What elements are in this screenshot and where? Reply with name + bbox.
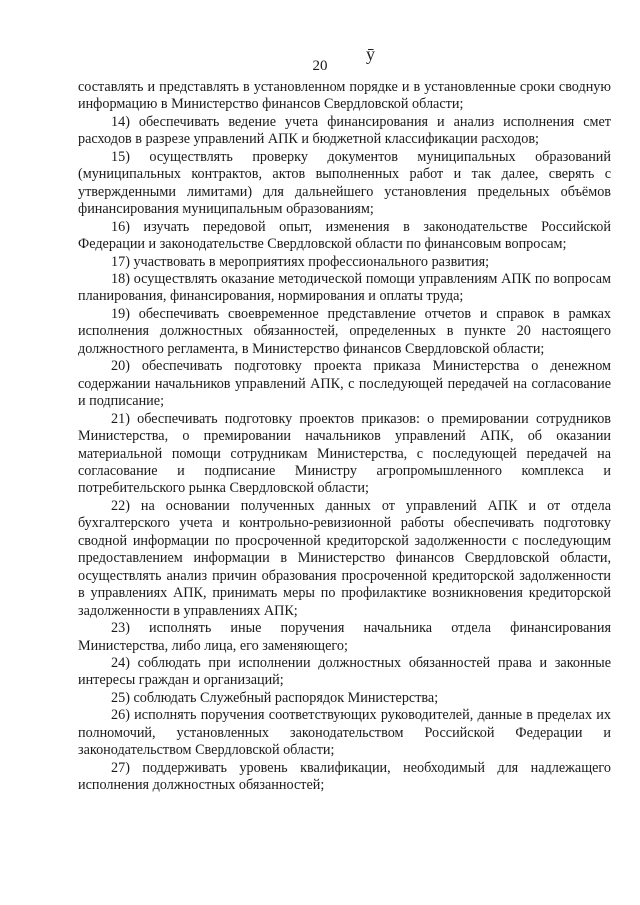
- list-item-27: 27) поддерживать уровень квалификации, необходимый для надлежащего исполнения должностных обязанностей;: [78, 759, 611, 794]
- list-item-18: 18) осуществлять оказание методической помощи управлениям АПК по вопросам планирования, финансирования, нормирования и оплаты труда;: [78, 270, 611, 305]
- list-item-14: 14) обеспечивать ведение учета финансирования и анализ исполнения смет расходов в разрезе управлений АПК и бюджетной классификации расходов;: [78, 113, 611, 148]
- paragraph-continuation: составлять и представлять в установленном порядке и в установленные сроки сводную информацию в Министерство финансов Свердловской области;: [78, 79, 611, 113]
- list-item-15: 15) осуществлять проверку документов муниципальных образований (муниципальных контрактов, актов выполненных работ и так далее, сверять с утвержденными лимитами) для дальнейшего установления предельных объёмов финансирования муниципальным образованиям;: [78, 148, 611, 218]
- list-item-20: 20) обеспечивать подготовку проекта приказа Министерства о денежном содержании начальников управлений АПК, с последующей передачей на согласование и подписание;: [78, 358, 611, 410]
- list-item-23: 23) исполнять иные поручения начальника отдела финансирования Министерства, либо лица, его заменяющего;: [78, 620, 611, 654]
- list-item-22: 22) на основании полученных данных от управлений АПК и от отдела бухгалтерского учета и контрольно-ревизионной работы обеспечивать подготовку сводной информации по просроченной кредиторской задолженности с последующим предоставлением информации в Министерство финансов Свердловской области, осуществлять анализ причин образования просроченной кредиторской задолженности в управлениях АПК, принимать меры по профилактике возникновения кредиторской задолженности в управлениях АПК;: [78, 497, 611, 619]
- list-item-19: 19) обеспечивать своевременное представление отчетов и справок в рамках исполнения должностных обязанностей, определенных в пункте 20 настоящего должностного регламента, в Министерство финансов Свердловской области;: [78, 305, 611, 357]
- page-number: 20: [312, 58, 328, 74]
- duties-list: [78, 79, 611, 795]
- handwritten-margin-mark: ӯ: [366, 44, 375, 64]
- list-item-25: 25) соблюдать Служебный распорядок Министерства;: [111, 689, 439, 706]
- list-item-26: 26) исполнять поручения соответствующих руководителей, данные в пределах их полномочий, установленных законодательством Российской Федерации и законодательством Свердловской области;: [78, 707, 611, 759]
- list-item-16: 16) изучать передовой опыт, изменения в законодательстве Российской Федерации и законодательстве Свердловской области по финансовым вопросам;: [78, 218, 611, 253]
- list-item-24: 24) соблюдать при исполнении должностных обязанностей права и законные интересы граждан и организаций;: [78, 654, 611, 689]
- list-item-17: 17) участвовать в мероприятиях профессионального развития;: [111, 253, 490, 270]
- list-item-21: 21) обеспечивать подготовку проектов приказов: о премировании сотрудников Министерства, о премировании начальников управлений АПК, об оказании материальной помощи сотрудникам Министерства, с последующей передачей на согласование и подписание Министру агропромышленного комплекса и потребительского рынка Свердловской области;: [78, 410, 611, 497]
